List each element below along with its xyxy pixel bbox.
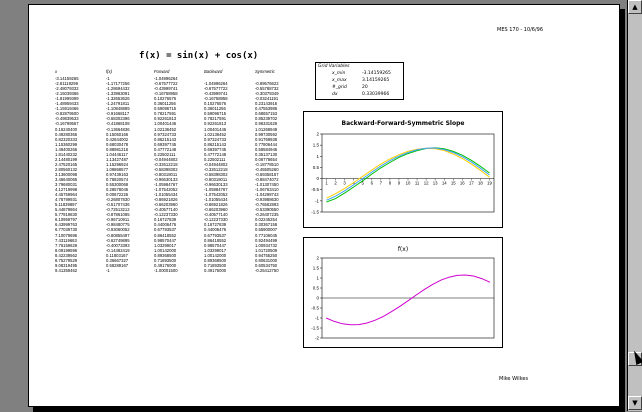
table-cell: 0.71893500: [204, 262, 227, 268]
x-tick-label: 14: [441, 180, 447, 186]
col-header-x: x: [55, 69, 58, 74]
x-tick-label: 13: [432, 180, 438, 186]
table-cell: 0.91769938: [255, 136, 278, 142]
table-cell: 0.99730592: [255, 131, 278, 137]
table-cell: -0.91668117: [106, 111, 130, 117]
slope-chart-title: Backward-Forward-Symmetric Slope: [341, 120, 465, 127]
table-cell: 6.43999763: [55, 222, 78, 228]
table-cell: 0.92261813: [154, 116, 177, 122]
table-cell: -0.82879500: [55, 111, 79, 117]
table-cell: -0.12237330: [204, 217, 228, 223]
table-cell: -1.04996264: [204, 81, 228, 87]
x-tick-label: 19: [487, 180, 492, 186]
table-cell: -0.80318011: [154, 171, 178, 177]
x-tick-label: 2: [334, 180, 337, 186]
table-cell: -0.88474072: [255, 176, 279, 182]
table-cell: 3.46640065: [55, 176, 78, 182]
table-cell: 0.47772148: [154, 146, 177, 152]
x-tick-label: 15: [450, 180, 456, 186]
table-cell: -0.67577722: [154, 81, 178, 87]
grid-var-row: [316, 92, 403, 99]
y-tick-label: 0: [316, 176, 319, 182]
table-cell: 5.11839897: [55, 202, 77, 208]
table-cell: 0.42844002: [106, 136, 129, 142]
table-cell: 0.78217591: [204, 116, 227, 122]
table-cell: 0.36667327: [106, 257, 129, 263]
table-cell: -1.48959433: [55, 101, 79, 107]
table-cell: 9.08319495: [55, 262, 78, 268]
table-cell: -2.15039366: [55, 91, 79, 97]
table-cell: 4.78799931: [55, 197, 78, 203]
table-cell: -0.93988630: [255, 197, 279, 203]
table-cell: -0.43999741: [204, 91, 228, 97]
table-cell: 7.43119663: [55, 237, 77, 243]
table-cell: 0.23143916: [255, 101, 278, 107]
table-cell: 0.11803167: [106, 252, 128, 258]
table-cell: -0.89576622: [255, 81, 279, 87]
table-cell: 0.36011256: [204, 106, 226, 112]
x-tick-label: 10: [405, 180, 411, 186]
table-cell: 0.16727839: [154, 217, 177, 223]
table-cell: -0.62749895: [106, 237, 130, 243]
table-cell: 5.77919830: [55, 212, 78, 218]
table-cell: 0.68657153: [255, 111, 278, 117]
fx-chart-svg: [304, 238, 502, 347]
x-tick-label: 9: [397, 180, 401, 186]
table-cell: 1.13427487: [106, 156, 129, 162]
table-cell: 0.02245254: [255, 217, 278, 223]
grid-variables-box: [315, 62, 404, 100]
table-cell: 0.16240400: [55, 126, 78, 132]
slope-chart: [303, 111, 503, 228]
table-cell: -2.48079332: [55, 86, 79, 92]
table-cell: 0.89368500: [204, 257, 227, 263]
y-tick-label: 1: [316, 153, 319, 159]
table-cell: 0.96331629: [255, 121, 278, 127]
table-cell: -0.45505260: [255, 166, 279, 172]
table-cell: -1.28694432: [106, 86, 130, 92]
table-cell: -1.01055434: [204, 197, 228, 203]
table-cell: -1.04298743: [255, 192, 279, 198]
table-cell: 0.15050166: [106, 131, 129, 137]
table-cell: 0.49176000: [204, 267, 227, 273]
grid-var-row: [316, 71, 403, 78]
table-cell: 0.88981216: [106, 146, 129, 152]
x-tick-label: 18: [478, 180, 483, 186]
table-cell: -0.96630133: [204, 182, 228, 188]
table-cell: 3.13600098: [55, 171, 78, 177]
table-cell: 0.86418552: [154, 232, 177, 238]
x-tick-label: 1: [325, 180, 328, 186]
table-cell: -1.10848889: [106, 106, 130, 112]
y-tick-label: 2: [316, 255, 319, 261]
table-cell: 1.02136452: [204, 131, 227, 137]
table-cell: -1.01055434: [154, 192, 178, 198]
col-header-forward: Forward: [154, 69, 170, 74]
table-cell: -1.01307450: [255, 182, 279, 188]
table-cell: -1.07542052: [154, 187, 178, 193]
table-body: [55, 76, 297, 273]
table-cell: -3.14159265: [55, 76, 79, 82]
table-cell: 0.98570447: [154, 237, 177, 243]
y-tick-label: -1: [314, 315, 319, 321]
y-tick-label: 0.5: [312, 164, 319, 170]
table-cell: 0.22502111: [204, 156, 226, 162]
table-cell: 0.69397745: [204, 146, 227, 152]
grid-var-key: x_max: [332, 78, 347, 83]
footer-author: Mike Wilkes: [499, 376, 529, 382]
table-cell: 1.01720509: [255, 247, 278, 253]
table-cell: -0.96630133: [154, 176, 178, 182]
grid-var-key: #_grid: [332, 85, 347, 90]
table-cell: -1.06763410: [255, 187, 279, 193]
table-cell: 1.01268949: [255, 126, 278, 132]
y-tick-label: -2: [314, 335, 319, 341]
table-cell: 0.86215143: [154, 136, 177, 142]
table-cell: -0.40577140: [204, 212, 228, 218]
table-cell: 1.03299017: [204, 247, 227, 253]
table-cell: 2.80560132: [55, 166, 78, 172]
table-cell: 0.67793537: [204, 232, 227, 238]
table-cell: -0.58398302: [204, 171, 228, 177]
table-cell: 0.69397745: [154, 141, 177, 147]
x-tick-label: 17: [468, 180, 474, 186]
table-cell: -0.51707436: [106, 202, 130, 208]
table-cell: 0.08778654: [255, 156, 278, 162]
table-cell: 0.97439163: [106, 171, 129, 177]
table-cell: 0.80631000: [255, 257, 278, 263]
grid-var-row: [316, 85, 403, 92]
table-cell: 0.55300068: [106, 182, 129, 188]
table-cell: 1.00401446: [154, 121, 177, 127]
table-cell: -0.40073393: [106, 242, 130, 248]
table-cell: -1: [106, 267, 110, 273]
table-cell: 0.44006476: [154, 222, 177, 228]
table-cell: 0.71893500: [154, 257, 177, 263]
grid-var-key: dx: [332, 92, 338, 97]
table-cell: 0.36011256: [154, 101, 176, 107]
table-cell: 7.10079696: [55, 232, 78, 238]
x-tick-label: 8: [388, 180, 392, 186]
arrow-down-icon: ▼: [632, 399, 638, 407]
grid-var-key: x_min: [332, 71, 346, 76]
y-tick-label: 1: [316, 275, 319, 281]
table-cell: 0.28578046: [106, 187, 129, 193]
table-cell: 1.81440232: [55, 151, 78, 157]
table-cell: -0.53390550: [255, 207, 279, 213]
y-tick-label: 0.5: [312, 285, 319, 291]
table-cell: 0.16727839: [204, 222, 227, 228]
grid-var-value: 20: [362, 85, 368, 90]
table-cell: 8.42239562: [55, 252, 78, 258]
table-cell: 0.58289167: [106, 262, 129, 268]
table-cell: -0.12237330: [154, 212, 178, 218]
table-cell: -1.17177256: [106, 81, 130, 87]
table-cell: -0.18778510: [255, 161, 279, 167]
table-cell: -0.14482419: [106, 247, 130, 253]
grid-variables-heading: Grid Variables: [318, 64, 350, 69]
table-cell: 1.02136452: [154, 126, 177, 132]
table-cell: 0.85239702: [255, 116, 278, 122]
table-cell: -0.03241191: [255, 96, 279, 102]
x-tick-label: 11: [414, 180, 420, 186]
table-cell: 0.97324733: [154, 131, 177, 137]
table-cell: 9.41359462: [55, 267, 78, 273]
page-title: f(x) = sin(x) + cos(x): [139, 51, 259, 61]
table-cell: -0.41868108: [106, 121, 130, 127]
table-cell: 1.00142000: [154, 247, 177, 253]
table-cell: 0.68030478: [106, 141, 129, 147]
table-cell: 4.12719998: [55, 187, 78, 193]
table-header-row: [55, 69, 297, 76]
table-cell: 7.76159629: [55, 242, 78, 248]
table-cell: 0.59096715: [204, 111, 227, 117]
table-cell: 0.22502111: [154, 151, 176, 157]
table-cell: -0.16758958: [204, 96, 228, 102]
table-cell: 4.45759964: [55, 192, 78, 198]
table-cell: 1.00401446: [204, 126, 227, 132]
table-cell: -0.16799567: [55, 121, 79, 127]
table-cell: -1.24791811: [106, 101, 130, 107]
table-cell: 0.92261813: [204, 121, 227, 127]
table-cell: -1.05984767: [204, 187, 228, 193]
table-cell: -0.72513212: [106, 207, 130, 213]
table-cell: -0.66203960: [204, 207, 228, 213]
table-cell: 0.77806444: [255, 141, 278, 147]
table-cell: -0.86921826: [154, 197, 178, 203]
slope-chart-svg: [304, 112, 502, 227]
y-tick-label: -1: [314, 198, 319, 204]
table-cell: 0.49176000: [154, 262, 177, 268]
col-header-backward: Backward: [204, 69, 223, 74]
table-cell: -0.13664836: [106, 126, 130, 132]
x-tick-label: 12: [423, 180, 429, 186]
table-cell: -2.81119299: [55, 81, 78, 87]
table-cell: 6.10959797: [55, 217, 78, 223]
table-cell: -0.04944802: [154, 156, 178, 162]
y-tick-label: -0.5: [311, 187, 319, 193]
table-cell: 1.15296924: [106, 161, 129, 167]
table-cell: -0.93060052: [106, 227, 130, 233]
table-cell: -0.58398302: [154, 166, 178, 172]
table-cell: -0.43999741: [154, 86, 178, 92]
table-cell: -1.04996264: [154, 76, 178, 82]
x-tick-label: 3: [343, 180, 346, 186]
table-cell: -1.07542052: [204, 192, 228, 198]
table-cell: -0.80318011: [204, 176, 228, 182]
table-cell: 0.10276576: [204, 101, 227, 107]
x-tick-label: 4: [352, 180, 355, 186]
table-cell: -0.26807830: [106, 197, 130, 203]
x-tick-label: 5: [361, 180, 364, 186]
table-cell: 0.55900007: [255, 227, 278, 233]
table-cell: 0.86215143: [204, 141, 227, 147]
y-tick-label: -1.5: [311, 209, 319, 215]
table-cell: 0.77106045: [255, 232, 278, 238]
table-cell: -0.25412750: [255, 267, 279, 273]
table-cell: 0.97324733: [204, 136, 227, 142]
table-cell: -0.80855497: [106, 232, 130, 238]
table-cell: -1.15919466: [55, 106, 79, 112]
table-cell: -1.05984767: [154, 182, 178, 188]
table-cell: -0.76562893: [255, 202, 279, 208]
table-cell: 3.79680031: [55, 182, 78, 188]
scroll-down-button[interactable]: [628, 396, 642, 410]
table-cell: -0.32612218: [154, 161, 178, 167]
table-cell: 0.00672226: [106, 192, 129, 198]
table-cell: 8.75279529: [55, 257, 78, 263]
table-cell: 1.00142000: [204, 252, 227, 258]
table-row: [55, 268, 297, 273]
table-cell: -0.32612218: [204, 166, 228, 172]
grid-var-row: [316, 78, 403, 85]
table-cell: 0.10276576: [154, 96, 177, 102]
scroll-up-button[interactable]: [628, 0, 642, 14]
table-cell: 2.14480199: [55, 156, 78, 162]
y-tick-label: 1.5: [312, 142, 319, 148]
table-cell: 0.30367158: [255, 222, 278, 228]
table-cell: 0.60534750: [255, 262, 278, 268]
table-cell: -0.68302396: [106, 116, 130, 122]
table-cell: -0.96710911: [106, 217, 130, 223]
table-cell: 0.47553986: [255, 106, 278, 112]
data-table: [55, 69, 297, 273]
table-cell: 0.49280366: [55, 131, 78, 137]
arrow-up-icon: ▲: [632, 3, 638, 11]
table-cell: 0.35137130: [255, 151, 278, 157]
table-cell: 0.67793537: [154, 227, 177, 233]
y-tick-label: 0: [316, 295, 319, 301]
table-cell: -0.67577722: [204, 86, 228, 92]
table-cell: 0.89368500: [154, 252, 177, 258]
table-cell: 6.77039730: [55, 227, 78, 233]
table-cell: 2.47520165: [55, 161, 78, 167]
x-tick-label: 7: [379, 180, 383, 186]
print-preview-page: [28, 4, 620, 407]
col-header-fx: f(x): [106, 69, 113, 74]
y-tick-label: 1.5: [312, 265, 319, 271]
fx-chart: [303, 237, 503, 348]
table-cell: 0.92494499: [255, 237, 278, 243]
table-cell: -1.32653626: [106, 96, 130, 102]
table-cell: 1.09868577: [106, 166, 129, 172]
y-tick-label: -0.5: [311, 305, 319, 311]
table-cell: -0.66203960: [154, 202, 178, 208]
x-tick-label: 16: [459, 180, 465, 186]
table-cell: -1.00001500: [154, 267, 178, 273]
grid-var-value: 3.14159265: [362, 78, 390, 83]
table-cell: 1.04446117: [106, 151, 128, 157]
table-cell: -0.55788732: [255, 86, 279, 92]
table-cell: -0.49839533: [55, 116, 79, 122]
plot-area: [322, 134, 494, 212]
y-tick-label: -1.5: [311, 325, 319, 331]
table-cell: -0.98480775: [106, 222, 130, 228]
table-cell: 1.00934732: [255, 242, 278, 248]
table-cell: 1.48400266: [55, 146, 78, 152]
table-cell: -0.87861085: [106, 212, 130, 218]
table-cell: 1.03299017: [154, 242, 177, 248]
table-cell: 0.47772148: [204, 151, 227, 157]
table-cell: -0.86921826: [204, 202, 228, 208]
table-cell: -0.16758958: [154, 91, 178, 97]
table-cell: -0.30379349: [255, 91, 279, 97]
table-cell: 0.78217591: [154, 111, 177, 117]
table-cell: 0.98570447: [204, 242, 227, 248]
table-cell: -0.69358157: [255, 171, 279, 177]
x-tick-label: 6: [370, 180, 373, 186]
table-cell: 1.15360299: [55, 141, 78, 147]
table-cell: -0.04944802: [204, 161, 228, 167]
table-cell: 0.78820574: [106, 176, 129, 182]
table-cell: 0.59096715: [154, 106, 177, 112]
table-cell: 0.86418552: [204, 237, 227, 243]
table-cell: 5.44879864: [55, 207, 78, 213]
col-header-symmetric: Symmetric: [255, 69, 275, 74]
table-cell: 0.44006476: [204, 227, 227, 233]
fx-chart-title: f(x): [397, 246, 409, 253]
table-cell: -1: [106, 76, 110, 82]
table-cell: 0.82320333: [55, 136, 78, 142]
table-cell: 8.09199596: [55, 247, 78, 253]
table-cell: -0.40577140: [154, 207, 178, 213]
table-cell: 0.58584946: [255, 146, 278, 152]
table-cell: -1.33983091: [106, 91, 130, 97]
grid-var-value: 0.33039966: [362, 92, 390, 97]
y-tick-label: 2: [316, 131, 319, 137]
table-cell: -0.26407235: [255, 212, 279, 218]
table-cell: 0.94755250: [255, 252, 278, 258]
table-cell: -1.81999399: [55, 96, 79, 102]
header-code: MES 170 - 10/6/96: [497, 27, 544, 33]
grid-var-value: -3.14159265: [362, 71, 391, 76]
